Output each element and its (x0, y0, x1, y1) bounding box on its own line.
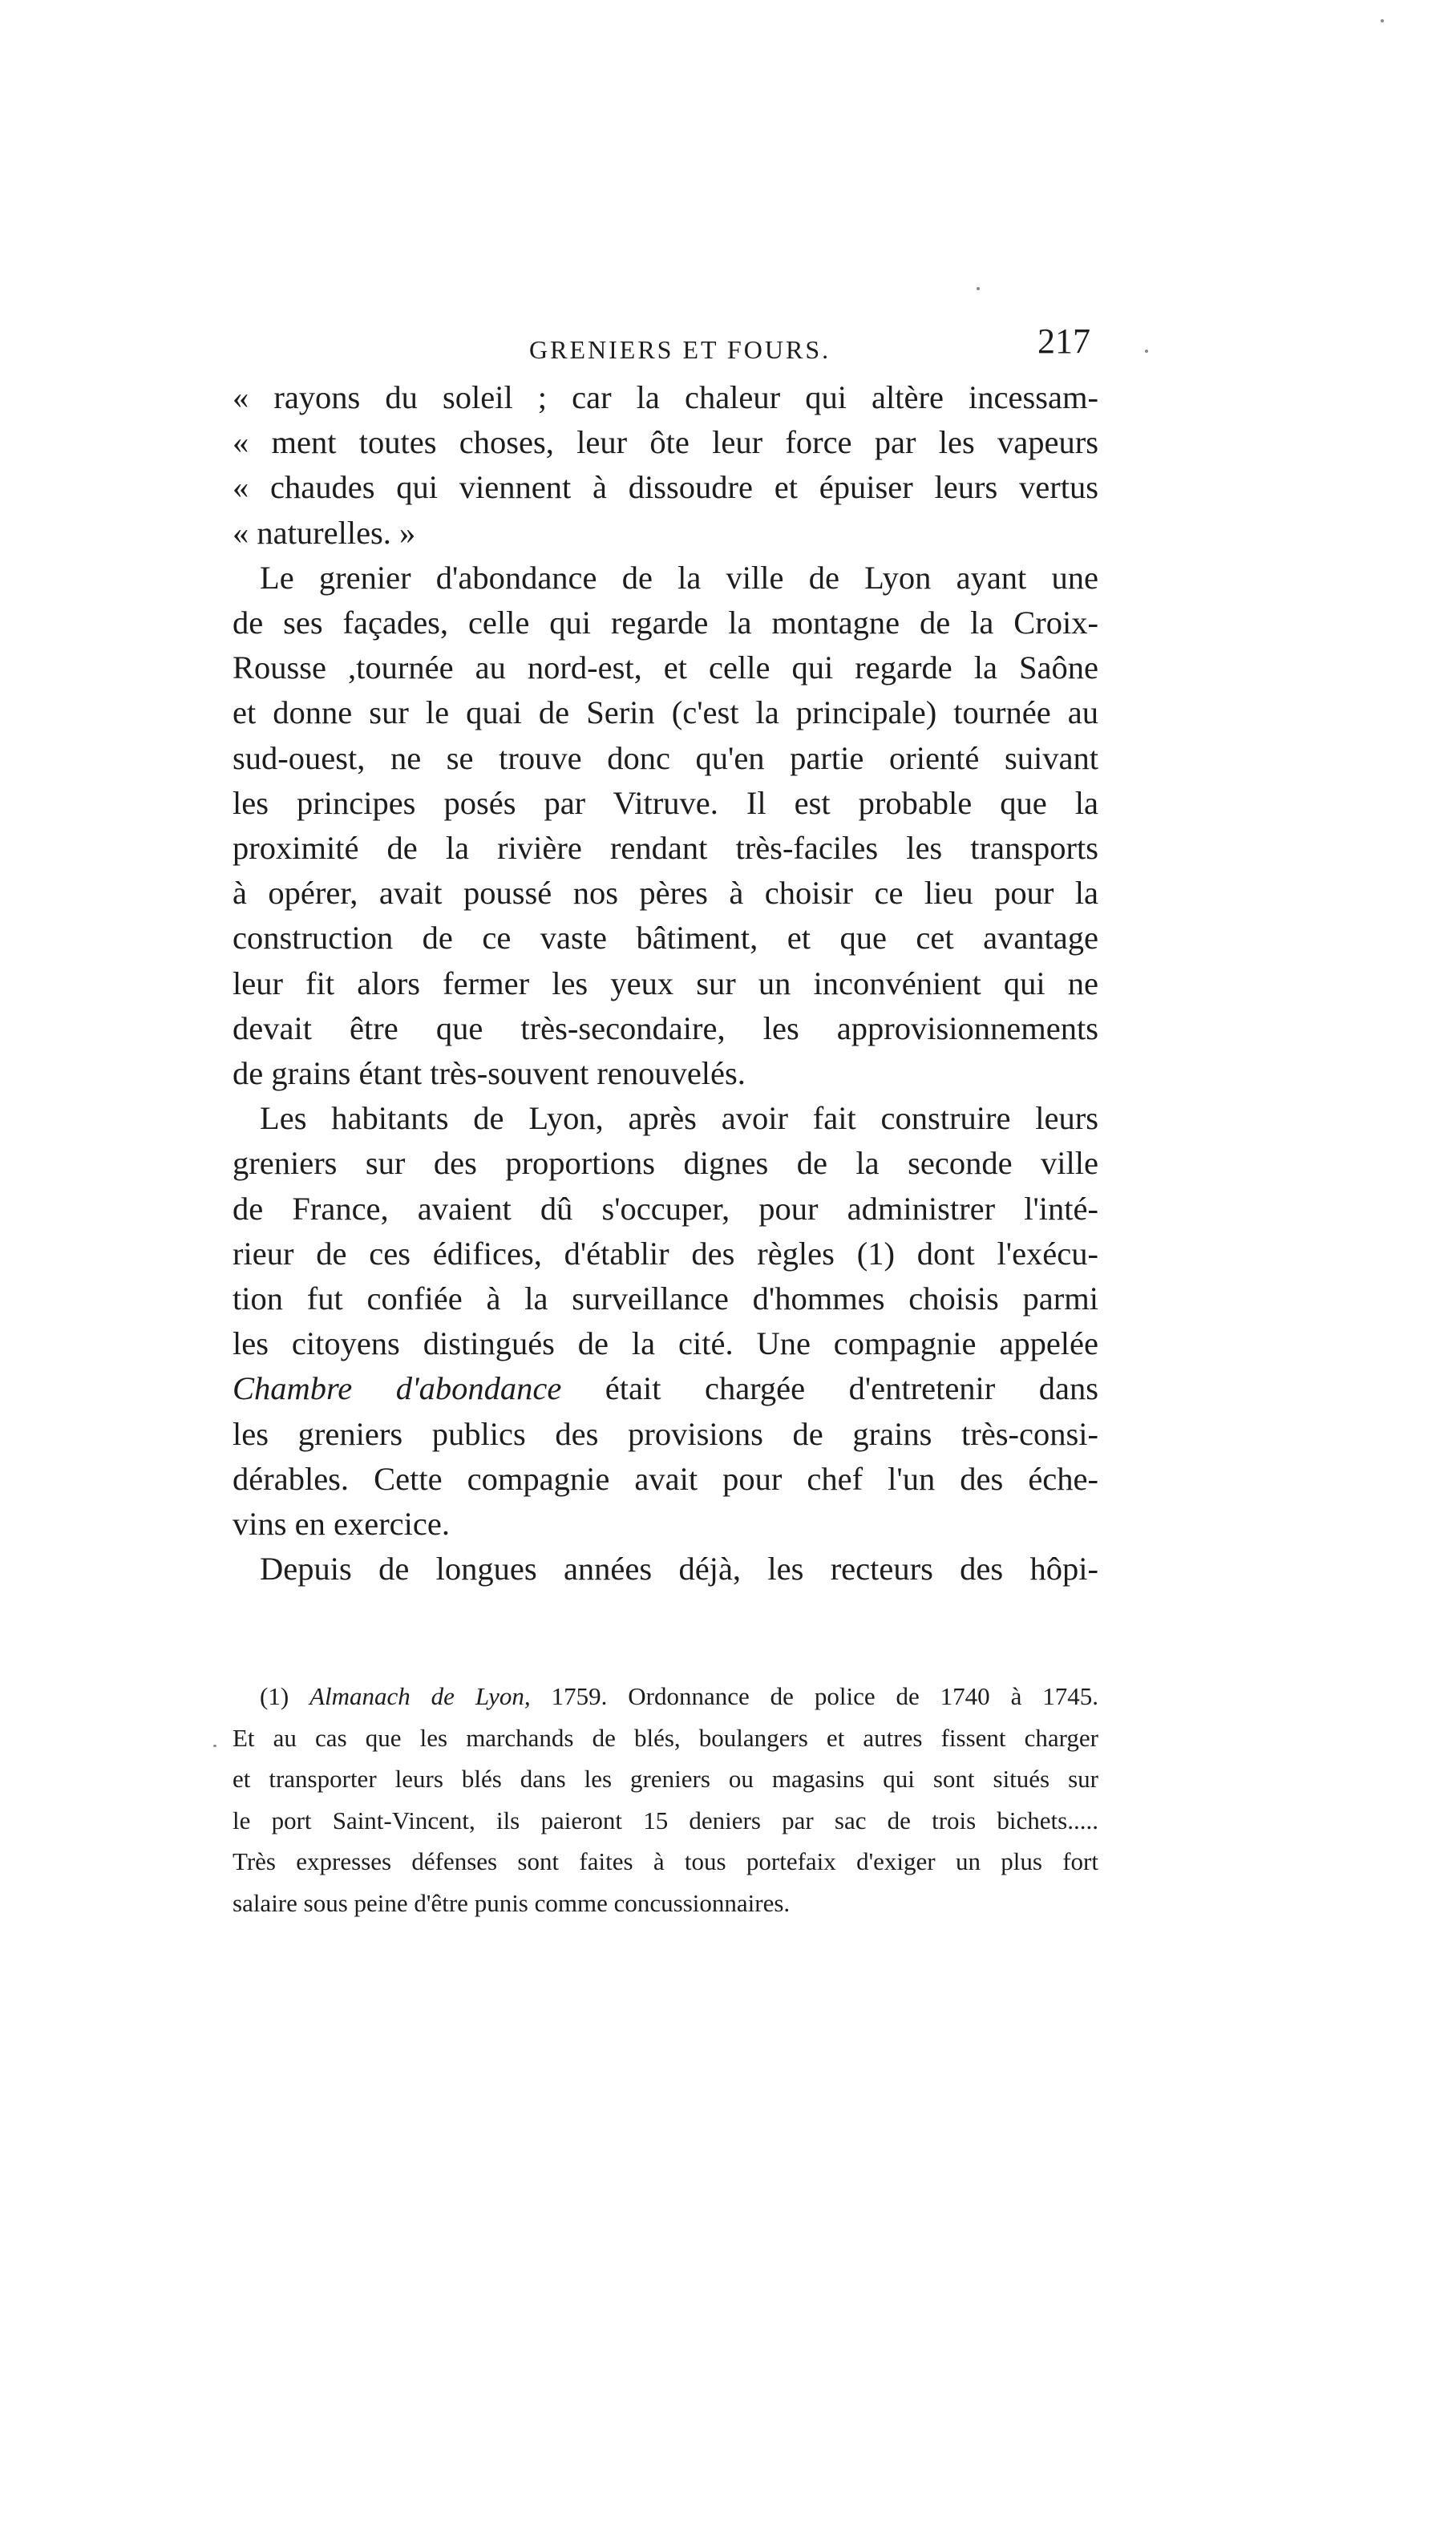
text-line: Rousse ,tournée au nord-est, et celle qui regarde la Saône (233, 649, 1098, 686)
text-fragment: était chargée d'entretenir dans (561, 1370, 1098, 1407)
text-line: de ses façades, celle qui regarde la montagne de la Croix- (233, 605, 1098, 641)
footnote-text: 1759. Ordonnance de police de 1740 à 1745. (530, 1682, 1099, 1710)
text-line: les citoyens distingués de la cité. Une compagnie appelée (233, 1325, 1098, 1362)
footnote (233, 1676, 1098, 1923)
text-line: « naturelles. » (233, 514, 416, 551)
text-line: dérables. Cette compagnie avait pour chef l'un des éche- (233, 1460, 1098, 1497)
text-line (233, 1366, 1098, 1411)
footnote-line: Très expresses défenses sont faites à tous portefaix d'exiger un plus fort (233, 1847, 1098, 1875)
text-line: et donne sur le quai de Serin (c'est la principale) tournée au (233, 694, 1098, 731)
page-number: 217 (1037, 322, 1090, 361)
text-line: rieur de ces édifices, d'établir des règles (1) dont l'exécu- (233, 1235, 1098, 1272)
footnote-line (233, 1676, 1098, 1717)
text-line: construction de ce vaste bâtiment, et que cet avantage (233, 920, 1098, 957)
text-line: « ment toutes choses, leur ôte leur force par les vapeurs (233, 424, 1098, 461)
footnote-source: Almanach de Lyon, (309, 1682, 531, 1710)
text-line: de France, avaient dû s'occuper, pour administrer l'inté- (233, 1190, 1098, 1227)
text-line: à opérer, avait poussé nos pères à choisir ce lieu pour la (233, 875, 1098, 912)
speck-mark (213, 1745, 216, 1747)
paragraph-start: Les habitants de Lyon, après avoir fait construire leurs (260, 1100, 1098, 1137)
text-line: les greniers publics des provisions de grains très-consi- (233, 1415, 1098, 1452)
text-line: vins en exercice. (233, 1506, 450, 1543)
italic-term: Chambre d'abondance (233, 1370, 562, 1407)
footnote-line: le port Saint-Vincent, ils paieront 15 deniers par sac de trois bichets..... (233, 1806, 1098, 1834)
text-line: proximité de la rivière rendant très-faciles les transports (233, 830, 1098, 867)
text-line: devait être que très-secondaire, les approvisionnements (233, 1009, 1098, 1046)
paragraph-start: Depuis de longues années déjà, les recteurs des hôpi- (260, 1551, 1098, 1588)
footnote-ref: (1) (260, 1682, 289, 1710)
footnote-line: salaire sous peine d'être punis comme concussionnaires. (233, 1888, 791, 1917)
body-text (233, 375, 1098, 1592)
footnote-line: Et au cas que les marchands de blés, boulangers et autres fissent charger (233, 1723, 1098, 1752)
text-line: de grains étant très-souvent renouvelés. (233, 1055, 746, 1092)
running-head: GRENIERS ET FOURS. (529, 335, 831, 364)
text-line: « chaudes qui viennent à dissoudre et épuiser leurs vertus (233, 469, 1098, 506)
text-line: « rayons du soleil ; car la chaleur qui altère incessam- (233, 379, 1098, 415)
paragraph-start: Le grenier d'abondance de la ville de Lyon ayant une (260, 559, 1098, 596)
text-line: les principes posés par Vitruve. Il est probable que la (233, 784, 1098, 821)
speck-mark (977, 287, 980, 290)
text-line: greniers sur des proportions dignes de la seconde ville (233, 1145, 1098, 1182)
text-line: tion fut confiée à la surveillance d'hommes choisis parmi (233, 1280, 1098, 1317)
speck-mark (1145, 350, 1148, 353)
page-header (233, 321, 1098, 377)
speck-mark (1381, 19, 1384, 22)
text-line: leur fit alors fermer les yeux sur un inconvénient qui ne (233, 965, 1098, 1001)
footnote-line: et transporter leurs blés dans les greniers ou magasins qui sont situés sur (233, 1765, 1098, 1793)
text-line: sud-ouest, ne se trouve donc qu'en partie orienté suivant (233, 739, 1098, 776)
